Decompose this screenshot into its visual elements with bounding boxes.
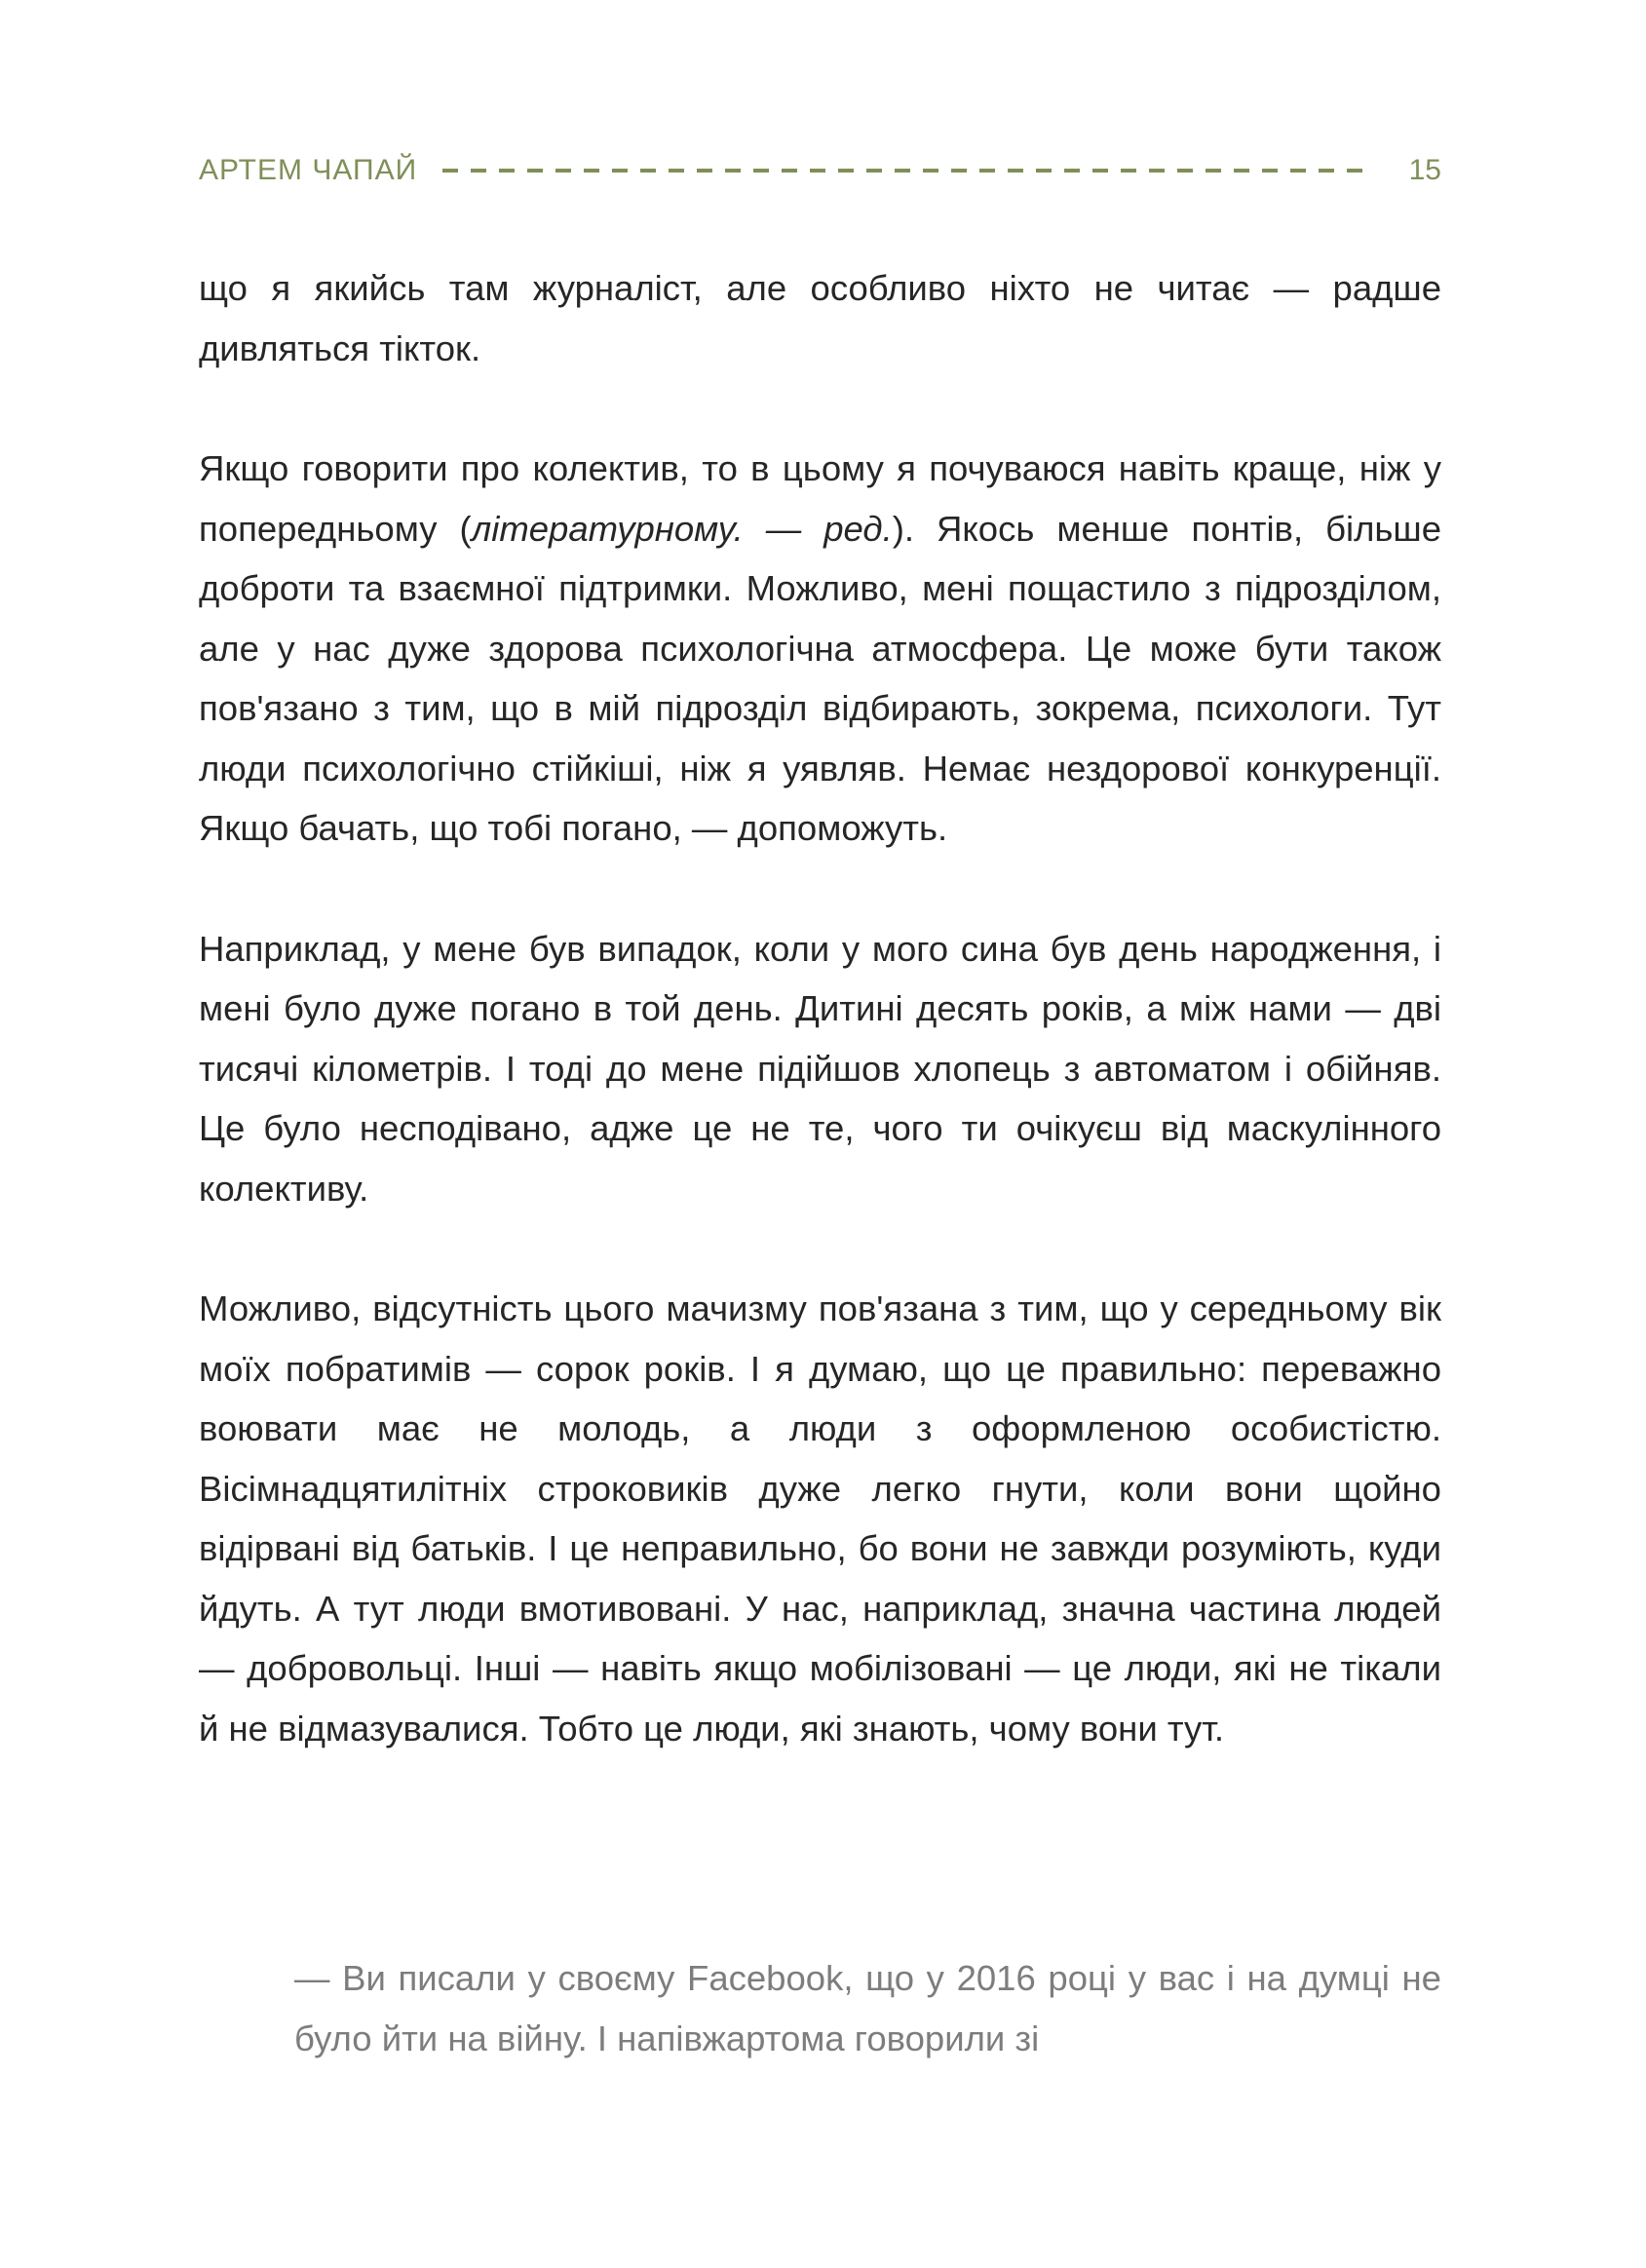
running-header-author: АРТЕМ ЧАПАЙ: [199, 154, 418, 186]
header-dashed-rule: [442, 169, 1367, 173]
paragraph-1: що я якийсь там журналіст, але особливо ніхто не читає — радше дивляться тікток.: [199, 268, 1441, 368]
paragraph-3: Наприклад, у мене був випадок, коли у мого сина був день народження, і мені було дуже погано в той день. Дитині десять років, а між нами — дві тисячі кілометрів. І тоді до мене підійшов хлопець з автоматом і обійняв. Це було несподівано, адже це не те, чого ти очікуєш від маскулінного колективу.: [199, 928, 1441, 1209]
interview-question: — Ви писали у своєму Facebook, що у 2016 році у вас і на думці не було йти на війну. І напівжартома говорили зі: [294, 1958, 1441, 2058]
paragraph-2: [199, 439, 1441, 859]
paragraph-4: Можливо, відсутність цього мачизму пов'язана з тим, що у середньому вік моїх побратимів — сорок років. І я думаю, що це правильно: переважно воювати має не молодь, а люди з оформленою особистістю. Вісімнадцятилітніх строковиків дуже легко гнути, коли вони щойно відірвані від батьків. І це неправильно, бо вони не завжди розуміють, куди йдуть. А тут люди вмотивовані. У нас, наприклад, значна частина людей — добровольці. Інші — навіть якщо мобілізовані — це люди, які не тікали й не відмазувалися. Тобто це люди, які знають, чому вони тут.: [199, 1288, 1441, 1749]
body-text: [199, 258, 1441, 1819]
running-header: [199, 146, 1441, 195]
editor-note: літературному. — ред.: [471, 508, 893, 549]
paragraph-2-end: ). Якось менше понтів, більше доброти та взаємної підтримки. Можливо, мені пощастило з підрозділом, але у нас дуже здорова психологічна атмосфера. Це може бути також пов'язано з тим, що в мій підрозділ відбирають, зокрема, психологи. Тут люди психологічно стійкіші, ніж я уявляв. Немає нездорової конкуренції. Якщо бачать, що тобі погано, — допоможуть.: [199, 508, 1441, 848]
paragraph-2-start: Якщо говорити про колектив, то в цьому я почуваюся навіть краще, ніж у попередньому (: [199, 448, 1441, 549]
page-number: 15: [1408, 154, 1441, 186]
